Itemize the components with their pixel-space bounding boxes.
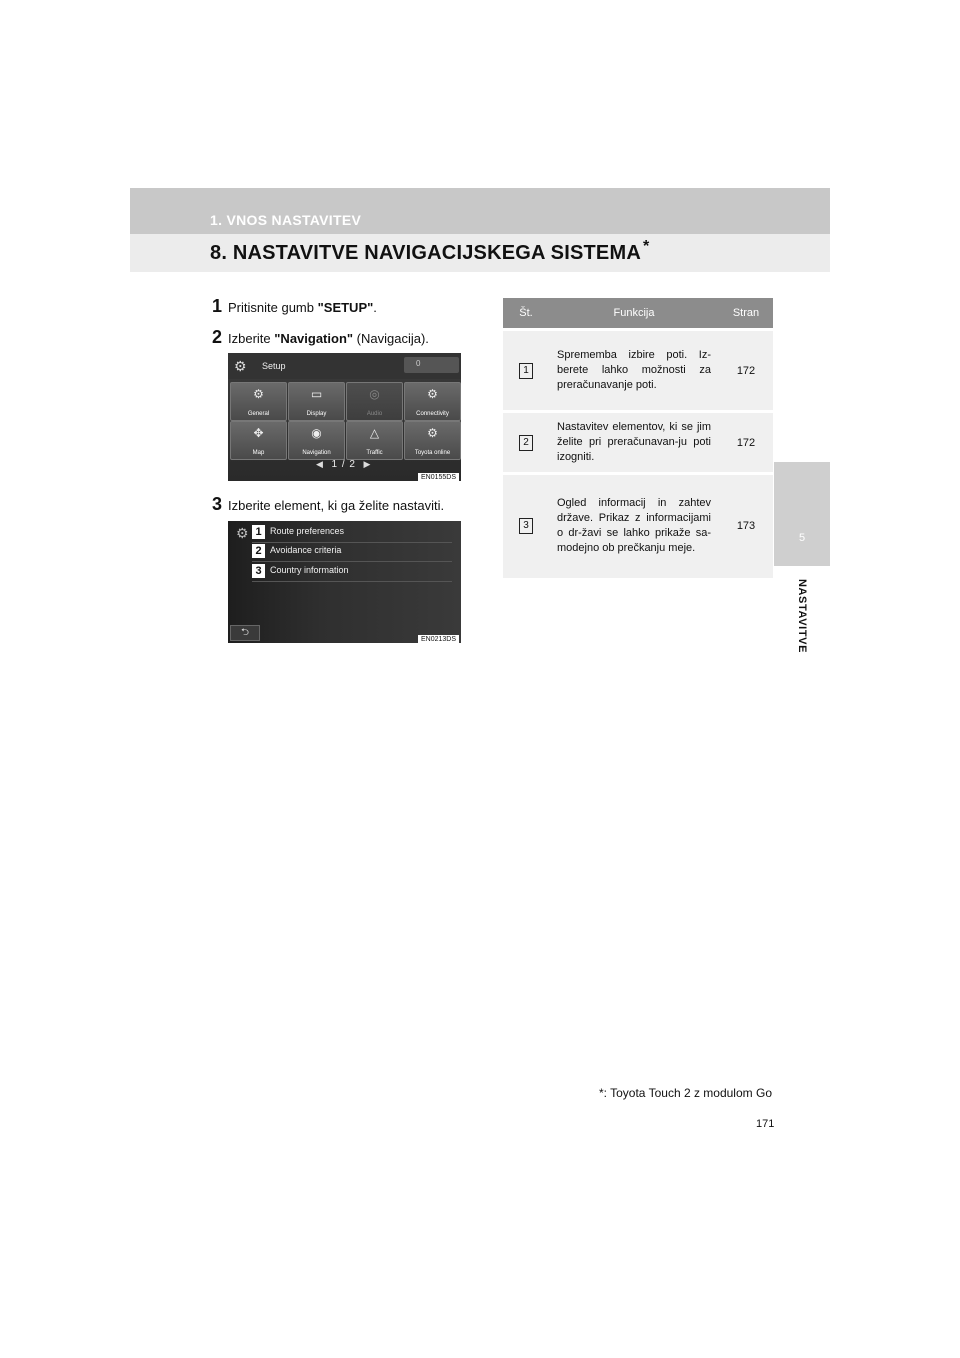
- tile-audio: ◎ Audio: [346, 382, 403, 421]
- tile-map: ✥ Map: [230, 421, 287, 460]
- setup-screen-image: [228, 353, 461, 481]
- section-header: [130, 234, 830, 272]
- table-row: [503, 474, 773, 578]
- gear-icon: ⚙: [253, 387, 264, 401]
- footnote-mark: *: [642, 238, 650, 255]
- table-row: [503, 412, 773, 474]
- table-header-page: Stran: [719, 298, 773, 330]
- row-page: 172: [719, 412, 773, 474]
- page-number: 171: [756, 1118, 775, 1130]
- row-description: Sprememba izbire poti. Iz-berete lahko možnosti za preračunavanje poti.: [549, 330, 719, 412]
- display-icon: ▭: [310, 387, 323, 401]
- tile-traffic: △ Traffic: [346, 421, 403, 460]
- chapter-tab-label: NASTAVITVE: [796, 578, 808, 654]
- back-icon: ⮌: [230, 625, 260, 641]
- audio-icon: ◎: [369, 387, 380, 401]
- table-header-row: [503, 298, 773, 330]
- list-item-route-preferences: 1 Route preferences: [252, 524, 452, 543]
- function-table: [503, 298, 773, 578]
- map-icon: ✥: [253, 426, 264, 440]
- table-row: [503, 330, 773, 412]
- callout-number: 3: [252, 564, 265, 578]
- image-code: EN0213DS: [418, 635, 459, 643]
- row-number: 3: [519, 518, 533, 534]
- arrow-left-icon: ◀: [316, 459, 324, 469]
- tile-display: ▭ Display: [288, 382, 345, 421]
- tile-toyota-online: ⚙ Toyota online: [404, 421, 461, 460]
- callout-number: 1: [252, 525, 265, 539]
- row-page: 172: [719, 330, 773, 412]
- footnote: *: Toyota Touch 2 z modulom Go: [599, 1086, 772, 1100]
- setup-title-bar: [228, 353, 461, 379]
- arrow-right-icon: ▶: [363, 459, 372, 469]
- setup-title: Setup: [262, 361, 286, 371]
- image-code: EN0155DS: [418, 473, 459, 481]
- traffic-icon: △: [369, 426, 380, 440]
- gear-icon: ⚙: [236, 525, 249, 541]
- connectivity-icon: ⚙: [427, 387, 438, 401]
- status-indicator: 0: [404, 357, 459, 373]
- online-icon: ⚙: [427, 426, 438, 440]
- table-header-function: Funkcija: [549, 298, 719, 330]
- row-description: Nastavitev elementov, ki se jim želite pri preračunavan-ju poti izogniti.: [549, 412, 719, 474]
- list-item-avoidance-criteria: 2 Avoidance criteria: [252, 543, 452, 562]
- row-number: 1: [519, 363, 533, 379]
- navigation-icon: ◉: [311, 426, 322, 440]
- row-page: 173: [719, 474, 773, 578]
- tile-general: ⚙ General: [230, 382, 287, 421]
- chapter-title: 1. VNOS NASTAVITEV: [210, 212, 362, 228]
- gear-icon: ⚙: [234, 358, 247, 374]
- step-1: 1 Pritisnite gumb "SETUP".: [212, 296, 377, 316]
- pager: ◀ 1 / 2 ▶: [316, 459, 372, 470]
- row-description: Ogled informacij in zahtev države. Prikaz z informacijami o dr-žavi se lahko prikaže sa-modejno ob prečkanju meje.: [549, 474, 719, 578]
- chapter-tab-number: 5: [798, 532, 806, 544]
- callout-number: 2: [252, 544, 265, 558]
- step-3: 3 Izberite element, ki ga želite nastaviti.: [212, 494, 445, 514]
- tile-connectivity: ⚙ Connectivity: [404, 382, 461, 421]
- navigation-screen-image: [228, 521, 461, 643]
- chapter-header: [130, 188, 830, 234]
- step-2: 2 Izberite "Navigation" (Navigacija).: [212, 327, 429, 347]
- tile-navigation: ◉ Navigation: [288, 421, 345, 460]
- table-header-number: Št.: [503, 298, 549, 330]
- list-item-country-information: 3 Country information: [252, 563, 452, 582]
- row-number: 2: [519, 435, 533, 451]
- chapter-tab: [774, 462, 830, 566]
- section-title: 8. NASTAVITVE NAVIGACIJSKEGA SISTEMA *: [210, 238, 650, 264]
